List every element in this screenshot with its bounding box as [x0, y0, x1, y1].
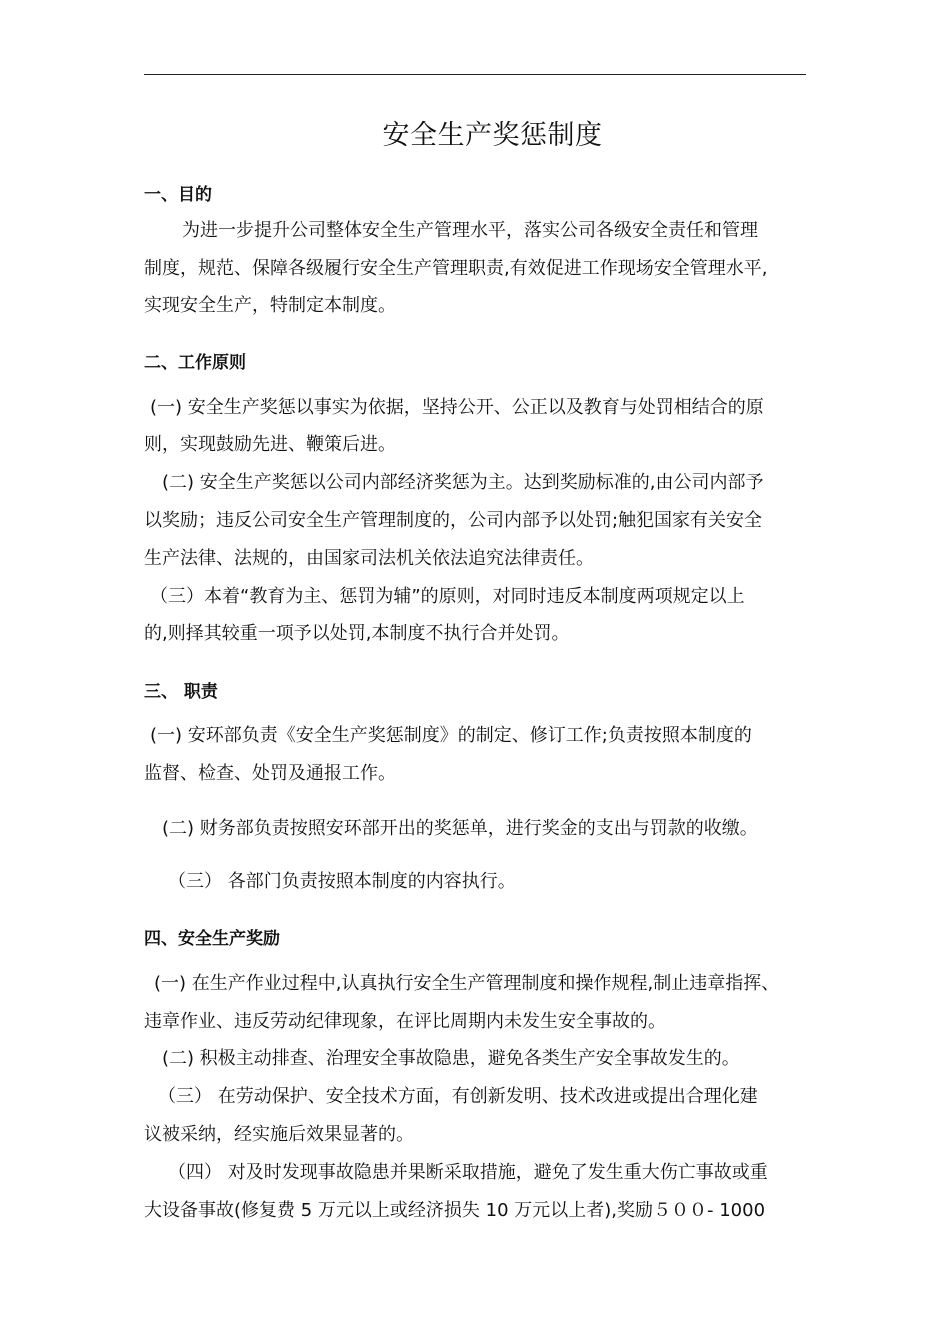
paragraph-line: 制度，规范、保障各级履行安全生产管理职责,有效促进工作现场安全管理水平, [144, 258, 768, 279]
paragraph-line: (二) 财务部负责按照安环部开出的奖惩单，进行奖金的支出与罚款的收缴。 [162, 818, 758, 839]
document-title: 安全生产奖惩制度 [382, 120, 603, 151]
section-heading-rewards: 四、安全生产奖励 [144, 929, 280, 949]
paragraph-line: (一) 安全生产奖惩以事实为依据，坚持公开、公正以及教育与处罚相结合的原 [150, 397, 764, 418]
paragraph-line: 实现安全生产，特制定本制度。 [144, 295, 396, 316]
section-heading-principles: 二、工作原则 [144, 353, 246, 373]
paragraph-line: (二) 积极主动排查、治理安全事故隐患，避免各类生产安全事故发生的。 [162, 1048, 740, 1069]
paragraph-line: （四） 对及时发现事故隐患并果断采取措施，避免了发生重大伤亡事故或重 [168, 1162, 768, 1183]
paragraph-line: （三） 各部门负责按照本制度的内容执行。 [168, 871, 516, 892]
paragraph-line: (二) 安全生产奖惩以公司内部经济奖惩为主。达到奖励标准的,由公司内部予 [162, 472, 764, 493]
paragraph-line: 监督、检查、处罚及通报工作。 [144, 763, 396, 784]
paragraph-line: (一) 在生产作业过程中,认真执行安全生产管理制度和操作规程,制止违章指挥、 [154, 973, 780, 994]
paragraph-line: 议被采纳，经实施后效果显著的。 [144, 1124, 414, 1145]
header-rule [144, 74, 806, 75]
paragraph-line: （三） 在劳动保护、安全技术方面，有创新发明、技术改进或提出合理化建 [158, 1086, 758, 1107]
paragraph-line: (一) 安环部负责《安全生产奖惩制度》的制定、修订工作;负责按照本制度的 [150, 725, 752, 746]
section-heading-purpose: 一、目的 [144, 185, 212, 205]
section-heading-duties: 三、 职责 [144, 682, 218, 702]
paragraph-line: （三）本着“教育为主、惩罚为辅”的原则，对同时违反本制度两项规定以上 [150, 586, 745, 607]
paragraph-line: 违章作业、违反劳动纪律现象，在评比周期内未发生安全事故的。 [144, 1011, 666, 1032]
paragraph-line: 的,则择其较重一项予以处罚,本制度不执行合并处罚。 [144, 623, 570, 644]
paragraph-line: 则，实现鼓励先进、鞭策后进。 [144, 434, 396, 455]
paragraph-line: 生产法律、法规的，由国家司法机关依法追究法律责任。 [144, 548, 594, 569]
paragraph-line: 为进一步提升公司整体安全生产管理水平，落实公司各级安全责任和管理 [182, 220, 758, 241]
paragraph-line: 以奖励；违反公司安全生产管理制度的，公司内部予以处罚;触犯国家有关安全 [144, 510, 763, 531]
paragraph-line: 大设备事故(修复费 5 万元以上或经济损失 10 万元以上者),奖励５００- 1000 [144, 1200, 766, 1221]
